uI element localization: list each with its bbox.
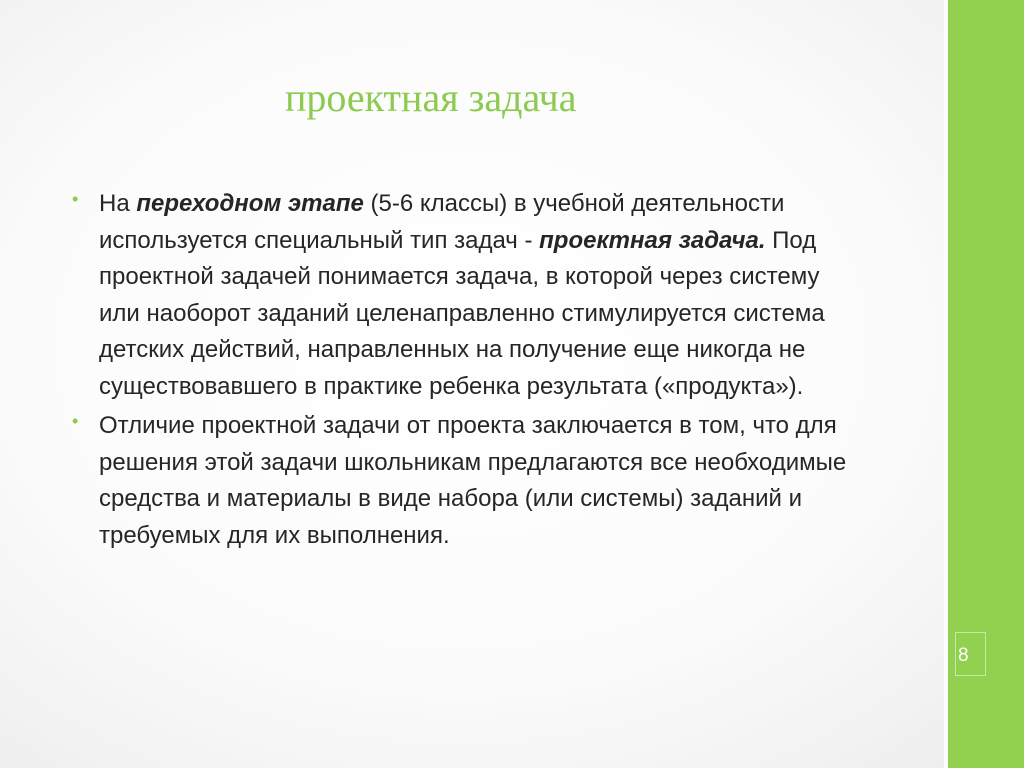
slide-title: проектная задача bbox=[285, 75, 577, 120]
bullet-emphasis: переходном этапе bbox=[136, 190, 364, 217]
bullet-segment: Отличие проектной задачи от проекта заключается в том, что для решения этой задачи школьникам предлагаются все необходимые средства и материалы в виде набора (или системы) заданий и требуемых для их выполнения. bbox=[99, 412, 847, 549]
bullet-item bbox=[72, 186, 862, 405]
bullet-dot-icon: • bbox=[72, 411, 79, 431]
bullet-segment: (5-6 классы) в учебной деятельности используется специальный тип задач - bbox=[99, 190, 785, 254]
bullet-dot-icon: • bbox=[72, 189, 79, 209]
bullet-text bbox=[99, 186, 862, 405]
bullet-segment: Под проектной задачей понимается задача, в которой через систему или наоборот заданий целенаправленно стимулируется система детских действий, направленных на получение еще никогда не существовавшего в практике ребенка результата («продукта»). bbox=[99, 226, 825, 400]
bullet-list bbox=[72, 186, 862, 557]
bullet-item bbox=[72, 408, 862, 554]
bullet-segment: На bbox=[99, 190, 137, 217]
page-number: 8 bbox=[958, 645, 969, 666]
bullet-text bbox=[99, 408, 862, 554]
bullet-emphasis: проектная задача. bbox=[539, 226, 766, 254]
